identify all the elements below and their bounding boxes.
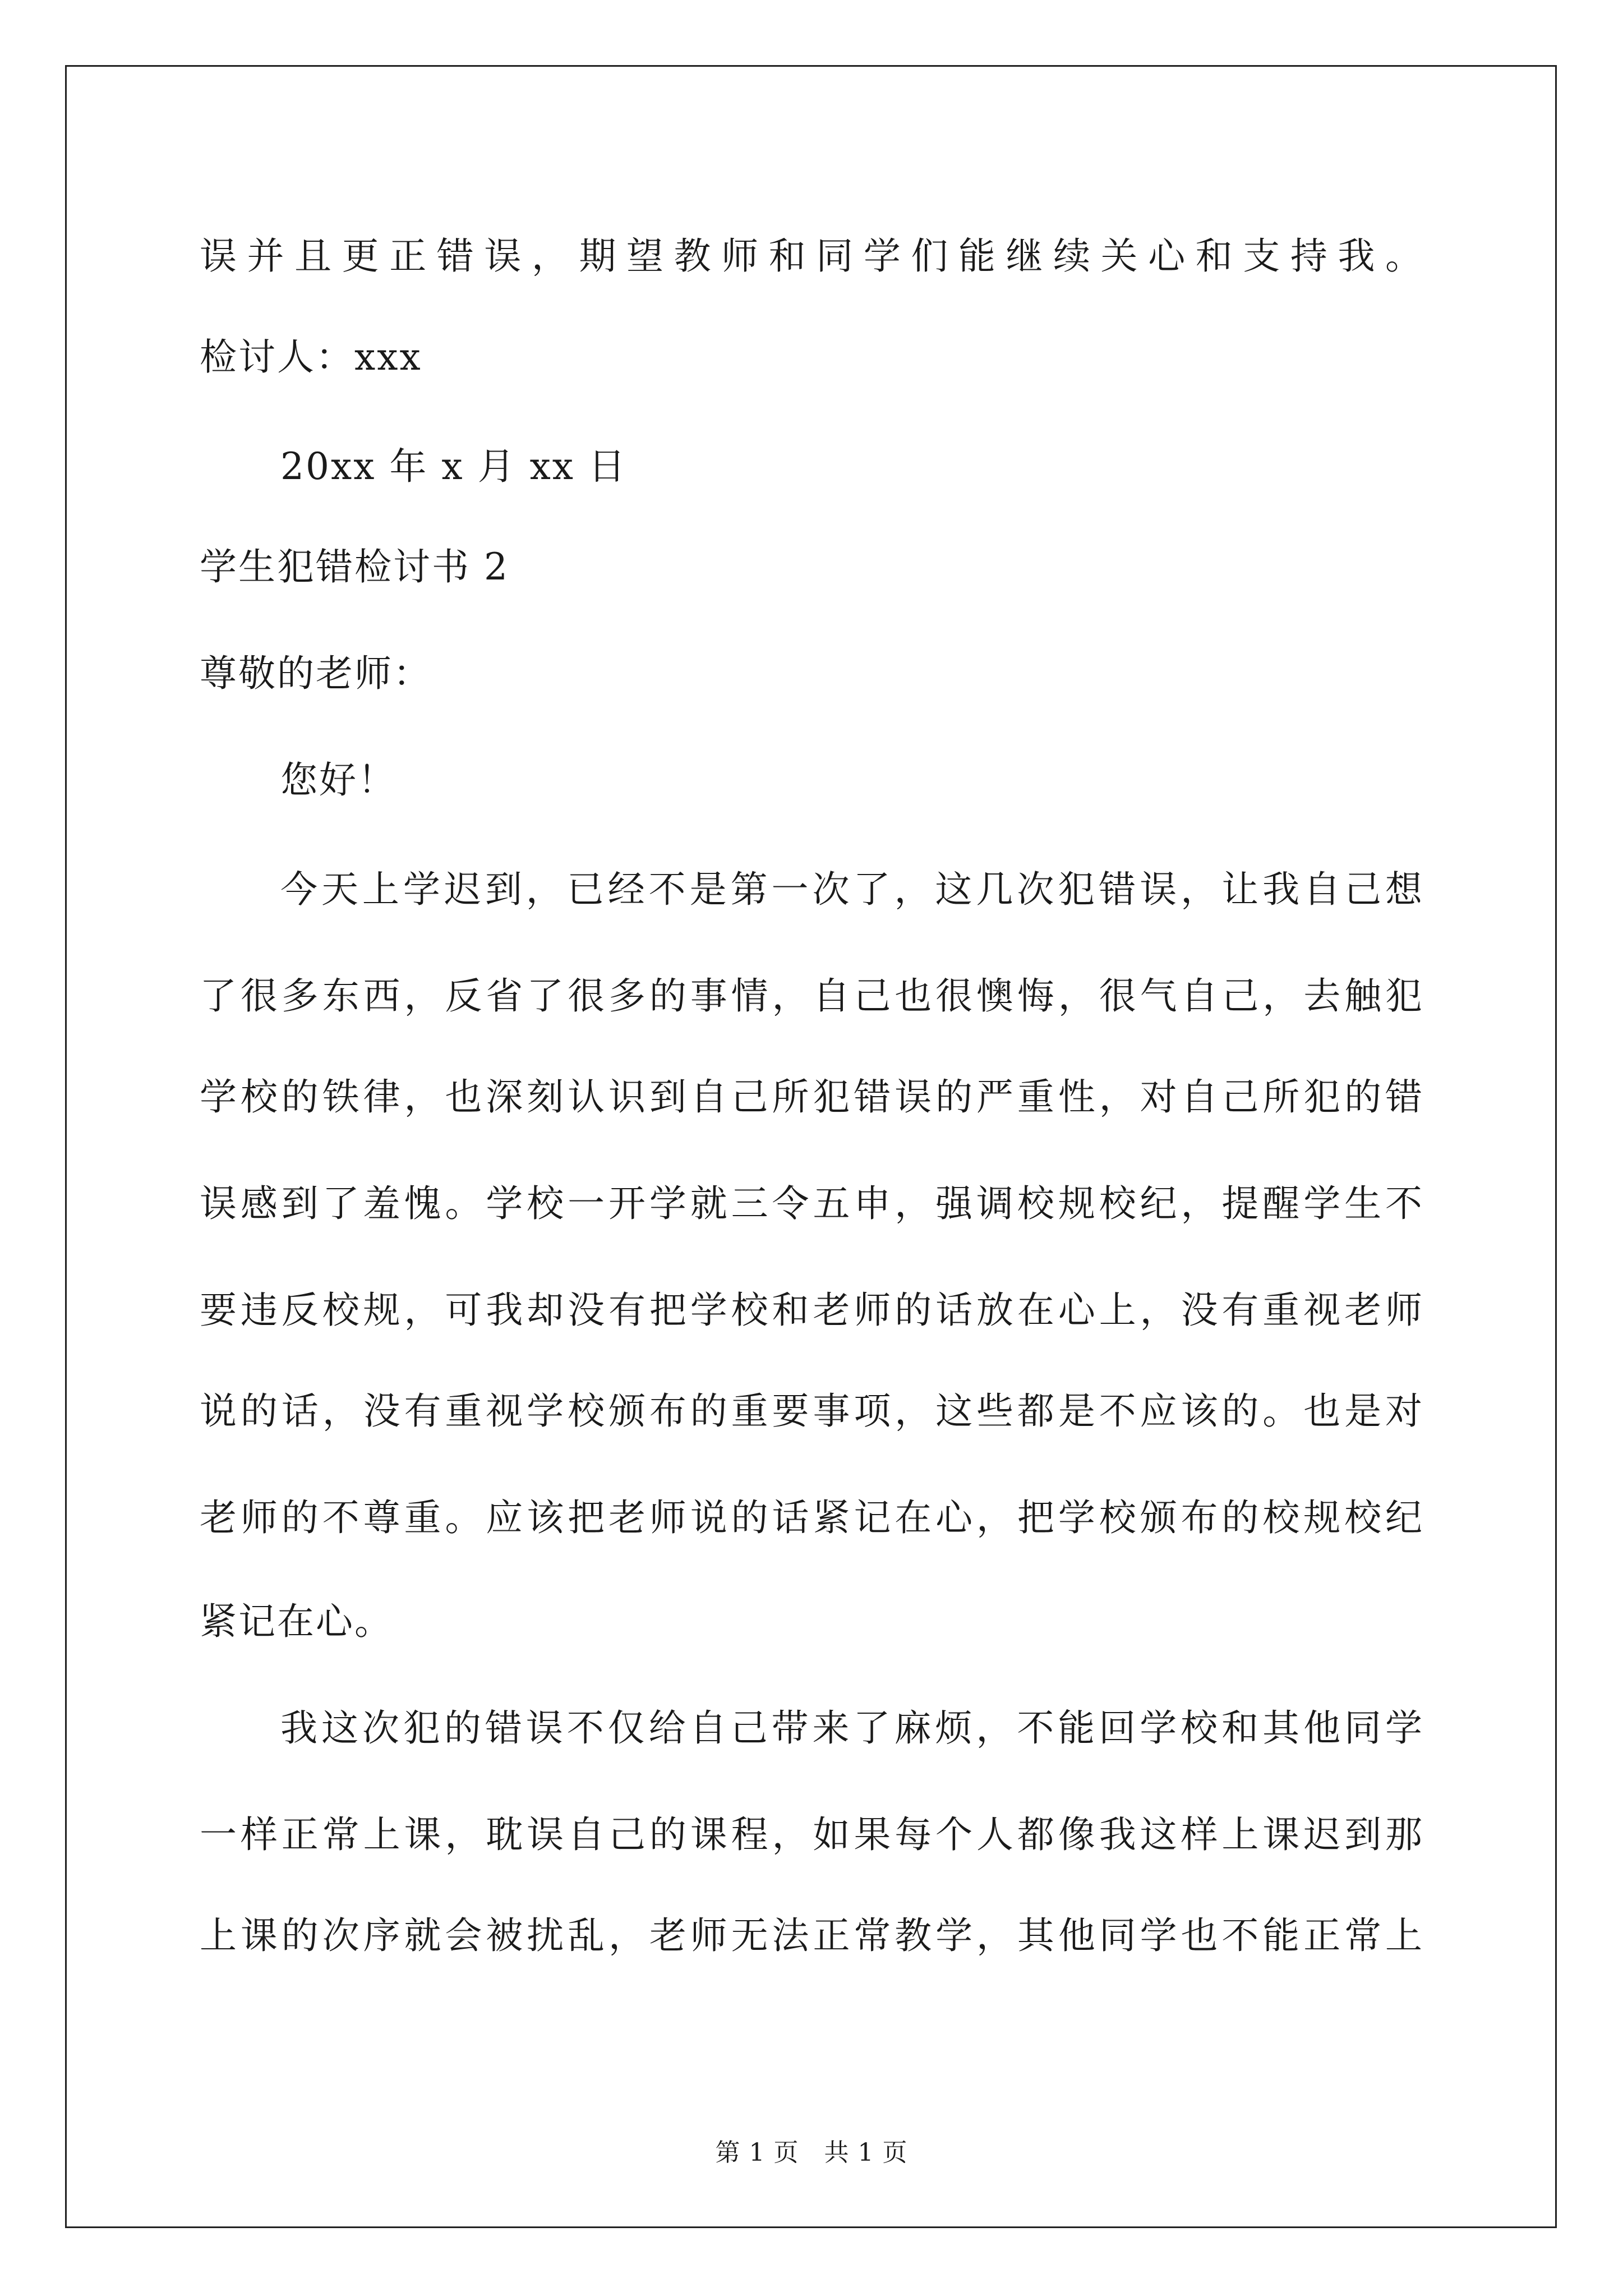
text-line: 上课的次序就会被扰乱，老师无法正常教学，其他同学也不能正常上 xyxy=(200,1914,1422,1957)
text-line: 了很多东西，反省了很多的事情，自己也很懊悔，很气自己，去触犯 xyxy=(200,974,1422,1018)
section-heading: 学生犯错检讨书 2 xyxy=(200,545,509,588)
text-line: 我这次犯的错误不仅给自己带来了麻烦，不能回学校和其他同学 xyxy=(280,1706,1422,1750)
text-line: 学校的铁律，也深刻认识到自己所犯错误的严重性，对自己所犯的错 xyxy=(200,1075,1422,1119)
signer-line: 检讨人：xxx xyxy=(200,335,422,379)
text-line: 误感到了羞愧。学校一开学就三令五申，强调校规校纪，提醒学生不 xyxy=(200,1182,1422,1225)
salutation: 尊敬的老师： xyxy=(200,652,432,695)
text-line: 紧记在心。 xyxy=(200,1600,393,1643)
text-line: 老师的不尊重。应该把老师说的话紧记在心，把学校颁布的校规校纪 xyxy=(200,1496,1422,1539)
greeting: 您好！ xyxy=(280,758,396,802)
text-line: 误并且更正错误，期望教师和同学们能继续关心和支持我。 xyxy=(200,234,1422,278)
text-line: 一样正常上课，耽误自己的课程，如果每个人都像我这样上课迟到那 xyxy=(200,1813,1422,1856)
text-line: 要违反校规，可我却没有把学校和老师的话放在心上，没有重视老师 xyxy=(200,1289,1422,1332)
page-footer: 第 1 页 共 1 页 xyxy=(715,2138,908,2167)
text-line: 今天上学迟到，已经不是第一次了，这几次犯错误，让我自己想 xyxy=(280,868,1422,911)
page-border xyxy=(65,65,1557,2228)
text-line: 说的话，没有重视学校颁布的重要事项，这些都是不应该的。也是对 xyxy=(200,1389,1422,1433)
date-line: 20xx 年 x 月 xx 日 xyxy=(280,445,627,488)
